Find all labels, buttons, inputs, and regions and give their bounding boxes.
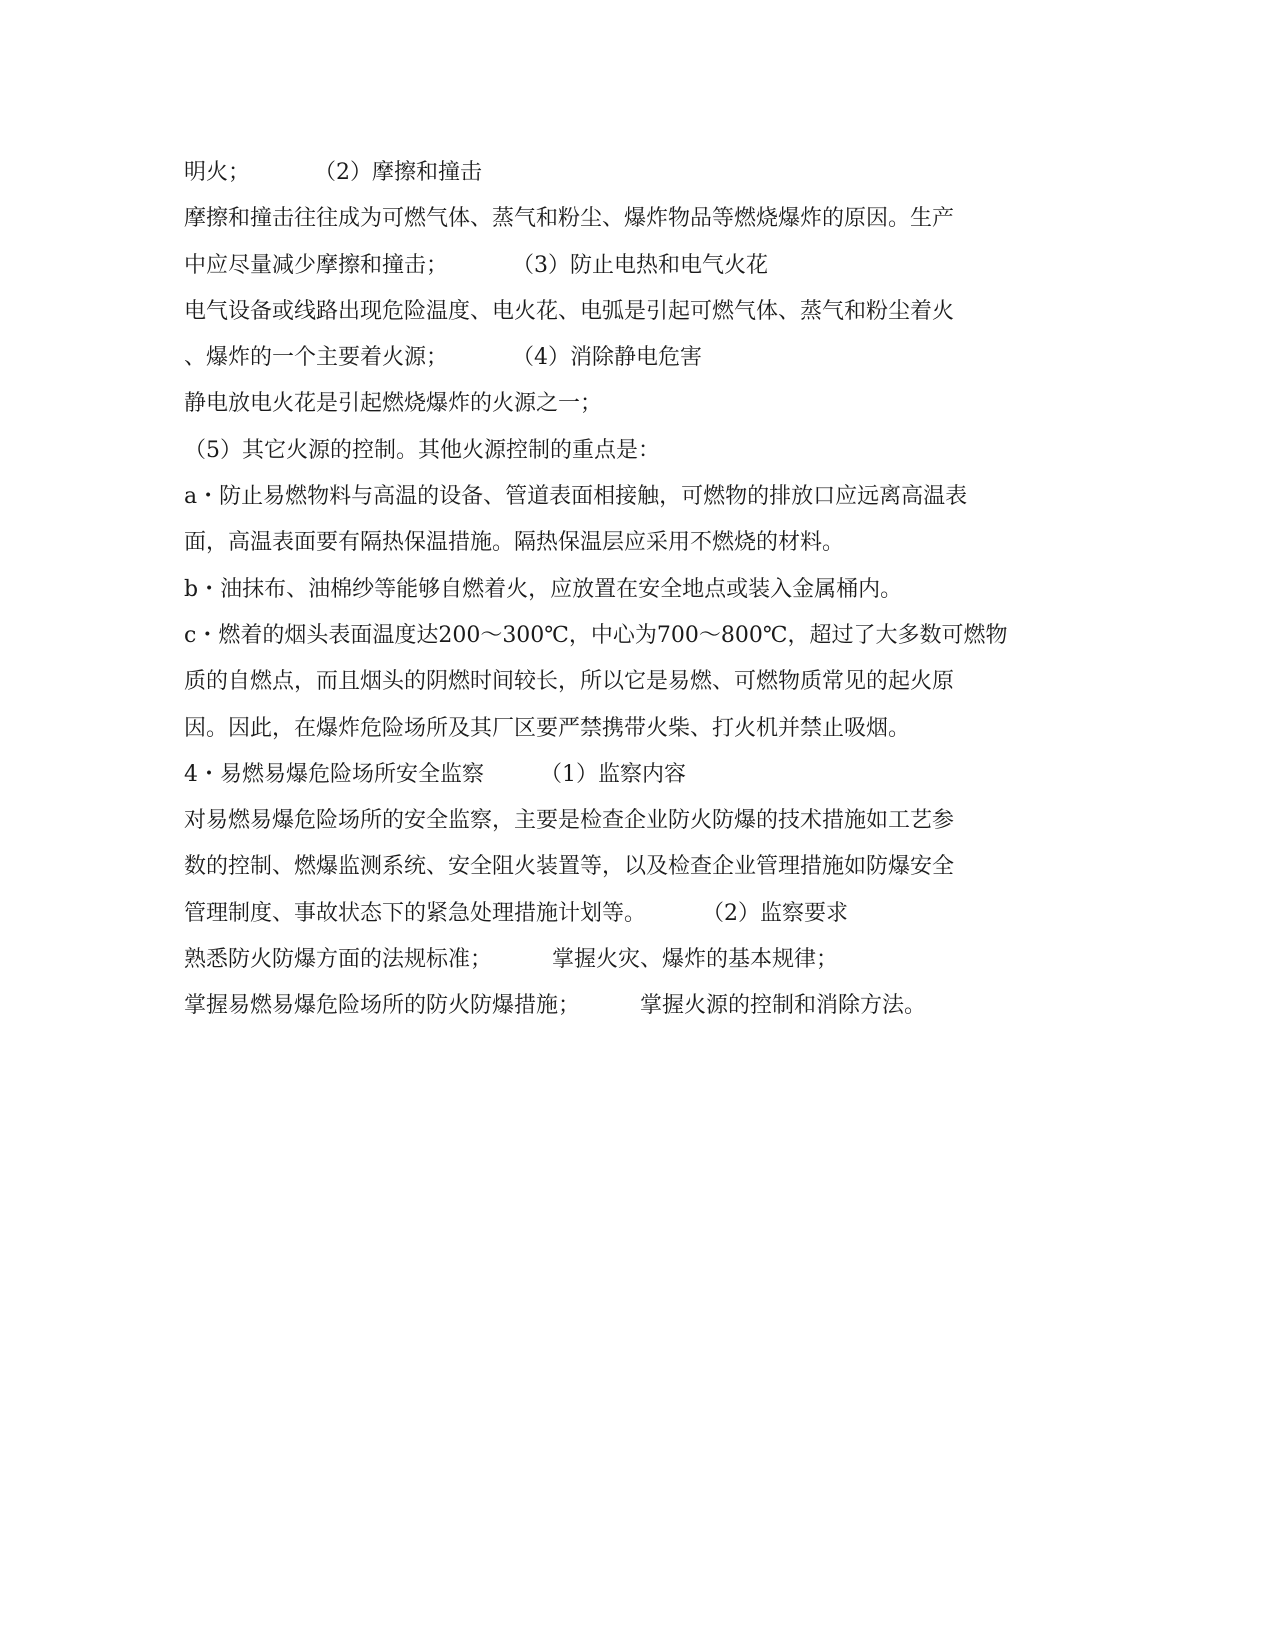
text-line	[184, 613, 1044, 659]
text-segment: 面，高温表面要有隔热保温措施。隔热保温层应采用不燃烧的材料。	[184, 530, 845, 556]
section-heading: （2）摩擦和撞击	[314, 160, 483, 185]
section-heading: （5）其它火源的控制。其他火源控制的重点是：	[184, 437, 660, 463]
text-line	[184, 891, 1044, 937]
text-line	[184, 983, 1044, 1029]
text-line	[184, 659, 1044, 705]
text-segment: 明火；	[184, 160, 251, 185]
text-segment: a・防止易燃物料与高温的设备、管道表面相接触，可燃物的排放口应远离高温表	[184, 484, 968, 510]
text-segment: 管理制度、事故状态下的紧急处理措施计划等。	[184, 900, 647, 926]
text-line	[184, 428, 1044, 474]
text-segment: 因。因此，在爆炸危险场所及其厂区要严禁携带火柴、打火机并禁止吸烟。	[184, 715, 911, 741]
document-body	[184, 150, 1044, 1030]
text-line	[184, 243, 1044, 289]
text-line	[184, 567, 1044, 613]
text-line	[184, 752, 1044, 798]
text-segment: 质的自燃点，而且烟头的阴燃时间较长，所以它是易燃、可燃物质常见的起火原	[184, 669, 955, 695]
section-heading: （2）监察要求	[702, 900, 849, 926]
text-line	[184, 335, 1044, 381]
text-segment: b・油抹布、油棉纱等能够自燃着火，应放置在安全地点或装入金属桶内。	[184, 576, 903, 602]
section-heading: （1）监察内容	[540, 761, 686, 787]
section-heading: （4）消除静电危害	[512, 345, 703, 371]
text-segment: 数的控制、燃爆监测系统、安全阻火装置等，以及检查企业管理措施如防爆安全	[184, 854, 955, 880]
text-segment: 电气设备或线路出现危险温度、电火花、电弧是引起可燃气体、蒸气和粉尘着火	[184, 298, 955, 324]
text-line	[184, 289, 1044, 335]
section-heading: 4・易燃易爆危险场所安全监察	[184, 761, 484, 787]
text-segment: 掌握火源的控制和消除方法。	[640, 993, 927, 1019]
text-line	[184, 706, 1044, 752]
text-segment: 掌握易燃易爆危险场所的防火防爆措施；	[184, 993, 581, 1019]
text-line	[184, 937, 1044, 983]
text-segment: 静电放电火花是引起燃烧爆炸的火源之一；	[184, 391, 603, 417]
text-segment: 掌握火灾、爆炸的基本规律；	[552, 947, 839, 973]
text-line	[184, 844, 1044, 890]
text-line	[184, 196, 1044, 242]
text-segment: 、爆炸的一个主要着火源；	[184, 345, 449, 371]
text-segment: c・燃着的烟头表面温度达200～300℃，中心为700～800℃，超过了大多数可燃物	[184, 622, 1008, 648]
text-segment: 中应尽量减少摩擦和撞击；	[184, 252, 449, 278]
text-segment: 摩擦和撞击往往成为可燃气体、蒸气和粉尘、爆炸物品等燃烧爆炸的原因。生产	[184, 206, 955, 232]
section-heading: （3）防止电热和电气火花	[512, 252, 769, 278]
text-segment: 对易燃易爆危险场所的安全监察，主要是检查企业防火防爆的技术措施如工艺参	[184, 808, 955, 834]
text-segment: 熟悉防火防爆方面的法规标准；	[184, 947, 493, 973]
text-line	[184, 150, 1044, 196]
text-line	[184, 381, 1044, 427]
text-line	[184, 520, 1044, 566]
text-line	[184, 474, 1044, 520]
text-line	[184, 798, 1044, 844]
